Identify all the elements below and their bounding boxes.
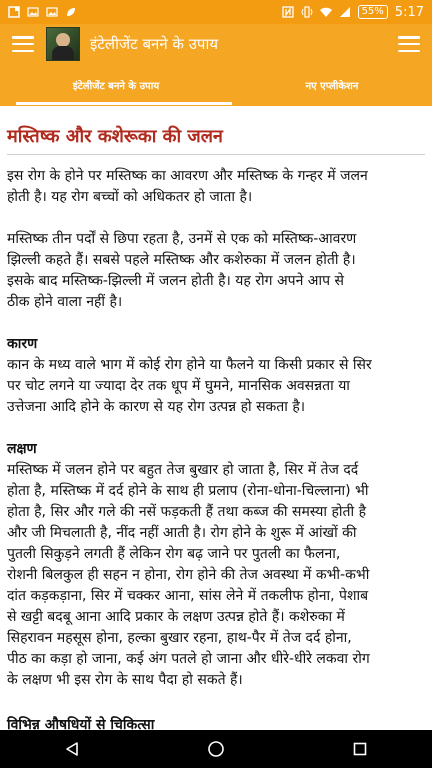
overflow-menu-icon[interactable]: [398, 36, 420, 52]
wifi-icon: [320, 6, 332, 18]
app-title: इंटेलीजेंट बनने के उपाय: [90, 35, 219, 53]
treatment-heading: विभिन्न औषधियों से चिकित्सा: [7, 717, 155, 730]
cause-paragraph: कान के मध्य वाले भाग में कोई रोग होने या फैलने या किसी प्रकार से सिर पर चोट लगने या ज्यादा देर तक धूप में घुमने, मानसिक अवसन्नता या उत्तेजना आदि होने के कारण से यह रोग उत्पन्न हो सकता है।: [7, 357, 372, 415]
meninges-paragraph: मस्तिष्क तीन पर्दों से छिपा रहता है, उनमें से एक को मस्तिष्क-आवरण झिल्ली कहते हैं। सबसे पहले मस्तिष्क और कशेरुका में जलन होती है। इसके बाद मस्तिष्क-झिल्ली में जलन होती है। यह रोग अपने आप से ठीक होने वाला नहीं है।: [7, 231, 357, 310]
article-content[interactable]: [0, 106, 432, 730]
symptoms-heading: लक्षण: [7, 441, 37, 457]
tab-intelligent-tips[interactable]: [0, 64, 232, 106]
app-logo-icon: [46, 27, 80, 61]
system-navigation-bar: [0, 730, 432, 768]
nfc-icon: [282, 6, 294, 18]
status-time: 5:17: [394, 4, 424, 20]
article-title: मस्तिष्क और कशेरूका की जलन: [7, 126, 223, 147]
tab-label: नए एप्लीकेशन: [305, 81, 359, 92]
home-icon: [207, 740, 225, 758]
tab-label: इंटेलीजेंट बनने के उपाय: [72, 81, 160, 92]
leaf-icon: [65, 6, 77, 18]
image-icon: [27, 6, 39, 18]
selected-tab-indicator: [16, 102, 232, 105]
intro-paragraph: इस रोग के होने पर मस्तिष्क का आवरण और मस्तिष्क के गन्हर में जलन होती है। यह रोग बच्चों को अधिकतर हो जाता है।: [7, 168, 368, 205]
notification-icon: [8, 6, 20, 18]
cause-heading: कारण: [7, 336, 38, 352]
battery-icon: 55%: [358, 5, 388, 19]
signal-icon: [339, 6, 351, 18]
vibrate-icon: [301, 6, 313, 18]
home-button[interactable]: [196, 734, 236, 764]
recents-icon: [353, 742, 367, 756]
symptoms-paragraph: मस्तिष्क में जलन होने पर बहुत तेज बुखार हो जाता है, सिर में तेज दर्द होता है, मस्तिष्क में दर्द होने के साथ ही प्रलाप (रोना-धोना-चिल्लाना) भी होता है, सिर और गले की नसें फड़कती हैं तथा कब्ज की समस्या होती है और जी मिचलाती है, नींद नहीं आती है। रोग होने के शुरू में आंखों की पुतली सिकुड़ने लगती हैं लेकिन रोग बढ़ जाने पर पुतली का फैलना, रोशनी बिलकुल ही सहन न होना, रोग होने की तेज अवस्था में कभी-कभी दांत कड़कड़ाना, सिर में चक्कर आना, सांस लेने में तकलीफ होना, पेशाब से खट्टी बदबू आना आदि प्रकार के लक्षण उत्पन्न होते हैं। कशेरुका में सिहरावन महसूस होना, हल्का बुखार रहना, हाथ-पैर में तेज दर्द होना, पीठ का कड़ा हो जाना, कई अंग पतले हो जाना और धीरे-धीरे लकवा रोग के लक्षण भी इस रोग के साथ पैदा हो सकते हैं।: [7, 462, 370, 688]
status-bar: [0, 0, 432, 24]
tab-new-applications[interactable]: [232, 64, 432, 106]
recents-button[interactable]: [340, 734, 380, 764]
back-button[interactable]: [52, 734, 92, 764]
app-bar: [0, 24, 432, 64]
navigation-drawer-menu-icon[interactable]: [12, 36, 34, 52]
title-divider: [7, 154, 425, 155]
back-icon: [64, 741, 80, 757]
image-icon: [46, 6, 58, 18]
tab-bar: [0, 64, 432, 106]
